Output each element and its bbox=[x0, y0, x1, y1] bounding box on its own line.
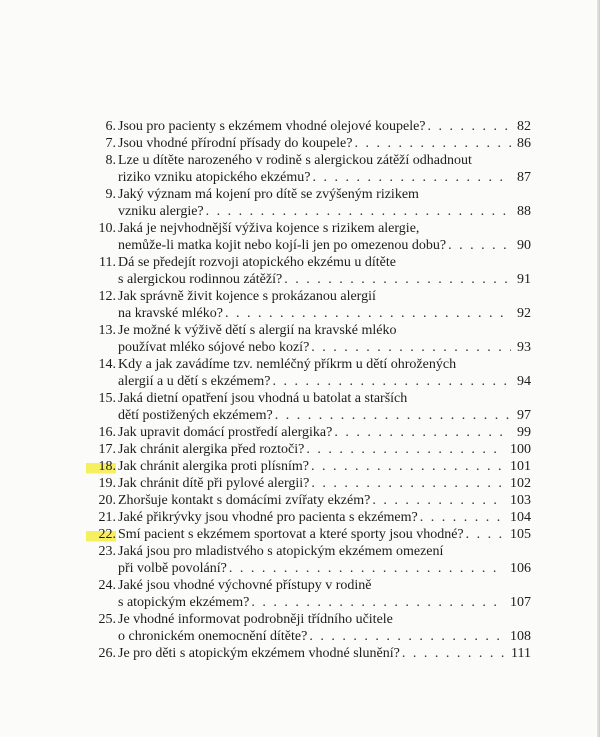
toc-entry-text: Je pro děti s atopickým ekzémem vhodné slunění? bbox=[118, 646, 400, 661]
dot-leader bbox=[420, 509, 504, 526]
toc-entry-text: dětí postižených ekzémem? bbox=[118, 408, 273, 423]
toc-entry-number: 6. bbox=[105, 119, 116, 134]
dot-leader bbox=[372, 492, 504, 509]
toc-entry-number: 9. bbox=[105, 187, 116, 202]
dot-leader bbox=[206, 203, 511, 220]
toc-entry-number: 11. bbox=[99, 255, 116, 270]
toc-entry-number: 19. bbox=[98, 476, 116, 491]
toc-entry-number: 7. bbox=[105, 136, 116, 151]
toc-page-number: 93 bbox=[517, 340, 531, 355]
toc-entry-text: Jak správně živit kojence s prokázanou alergií bbox=[118, 289, 376, 304]
dot-leader bbox=[309, 628, 504, 645]
toc-entry-line bbox=[118, 458, 531, 475]
toc-entry-line bbox=[118, 407, 531, 424]
toc-entry-line bbox=[118, 305, 531, 322]
dot-leader bbox=[354, 135, 511, 152]
toc-page-number: 99 bbox=[517, 425, 531, 440]
toc-entry-line bbox=[118, 373, 531, 390]
toc-page-number: 88 bbox=[517, 204, 531, 219]
toc-entry-line bbox=[118, 492, 531, 509]
toc-entry-text: Je možné k výživě dětí s alergií na kravské mléko bbox=[118, 323, 397, 338]
toc-entry-number: 24. bbox=[98, 578, 116, 593]
toc-entry-text: Jaké přikrývky jsou vhodné pro pacienta s ekzémem? bbox=[118, 510, 418, 525]
toc-page-number: 90 bbox=[517, 238, 531, 253]
toc-entry-text: Je vhodné informovat podrobněji třídního učitele bbox=[118, 612, 393, 627]
dot-leader bbox=[448, 237, 511, 254]
toc-entry-number: 12. bbox=[98, 289, 116, 304]
dot-leader bbox=[402, 645, 505, 662]
toc-entry-number: 13. bbox=[98, 323, 116, 338]
toc-entry-number: 15. bbox=[98, 391, 116, 406]
toc-page-number: 105 bbox=[510, 527, 531, 542]
toc-entry-text: Smí pacient s ekzémem sportovat a které sporty jsou vhodné? bbox=[118, 527, 464, 542]
toc-page-number: 86 bbox=[517, 136, 531, 151]
toc-entry-number: 23. bbox=[98, 544, 116, 559]
toc-entry-number: 10. bbox=[98, 221, 116, 236]
dot-leader bbox=[275, 407, 511, 424]
toc-entry-line bbox=[118, 560, 531, 577]
toc-entry-text: Jak chránit alergika proti plísním? bbox=[118, 459, 310, 474]
dot-leader bbox=[251, 594, 504, 611]
toc-entry-text: při volbě povolání? bbox=[118, 561, 227, 576]
toc-entry-text: Kdy a jak zavádíme tzv. nemléčný příkrm u dětí ohrožených bbox=[118, 357, 457, 372]
toc-entry-text: o chronickém onemocnění dítěte? bbox=[118, 629, 308, 644]
toc-page-number: 82 bbox=[517, 119, 531, 134]
dot-leader bbox=[306, 441, 504, 458]
toc-entry-text: Jaká je nejvhodnější výživa kojence s rizikem alergie, bbox=[118, 221, 420, 236]
toc-entry-line bbox=[118, 628, 531, 645]
toc-entry-text: vzniku alergie? bbox=[118, 204, 204, 219]
toc-entry-line bbox=[118, 237, 531, 254]
toc-entry-line bbox=[118, 526, 531, 543]
dot-leader bbox=[312, 169, 511, 186]
toc-page-number: 91 bbox=[517, 272, 531, 287]
toc-entry-line bbox=[118, 203, 531, 220]
toc-entry-text: na kravské mléko? bbox=[118, 306, 223, 321]
toc-page-number: 92 bbox=[517, 306, 531, 321]
toc-entry-number: 25. bbox=[98, 612, 116, 627]
toc-entry-text: Jaký význam má kojení pro dítě se zvýšeným rizikem bbox=[118, 187, 419, 202]
toc-page-number: 101 bbox=[510, 459, 531, 474]
toc-entry-line bbox=[118, 509, 531, 526]
toc-entry-number: 21. bbox=[98, 510, 116, 525]
dot-leader bbox=[225, 305, 511, 322]
dot-leader bbox=[229, 560, 504, 577]
toc-entry-number: 14. bbox=[98, 357, 116, 372]
toc-entry-number-highlighted: 22. bbox=[86, 526, 116, 543]
toc-page-number: 104 bbox=[510, 510, 531, 525]
toc-entry-number: 16. bbox=[98, 425, 116, 440]
toc-entry-line bbox=[118, 118, 531, 135]
toc-entry-line bbox=[118, 645, 531, 662]
toc-entry-text: s atopickým ekzémem? bbox=[118, 595, 250, 610]
toc-page-number: 106 bbox=[510, 561, 531, 576]
toc-page-number: 94 bbox=[517, 374, 531, 389]
toc-entry-line bbox=[118, 475, 531, 492]
toc-entry-line bbox=[118, 135, 531, 152]
toc-entry-text: Jsou vhodné přírodní přísady do koupele? bbox=[118, 136, 353, 151]
toc-page-number: 102 bbox=[510, 476, 531, 491]
toc-entry-text: Jak chránit alergika před roztoči? bbox=[118, 442, 305, 457]
dot-leader bbox=[334, 424, 511, 441]
toc-entry-text: používat mléko sójové nebo kozí? bbox=[118, 340, 310, 355]
toc-entry-line bbox=[118, 339, 531, 356]
toc-entry-line bbox=[118, 169, 531, 186]
toc-entry-line bbox=[118, 594, 531, 611]
toc-entry-text: s alergickou rodinnou zátěží? bbox=[118, 272, 283, 287]
dot-leader bbox=[428, 118, 511, 135]
toc-entry-line bbox=[118, 441, 531, 458]
dot-leader bbox=[311, 339, 511, 356]
toc-entry-text: Jak upravit domácí prostředí alergika? bbox=[118, 425, 333, 440]
toc-page-number: 97 bbox=[517, 408, 531, 423]
toc-entry-number: 17. bbox=[98, 442, 116, 457]
toc-page-number: 111 bbox=[511, 646, 531, 661]
toc-page-number: 107 bbox=[510, 595, 531, 610]
toc-entry-text: riziko vzniku atopického ekzému? bbox=[118, 170, 311, 185]
toc-entry-number-highlighted: 18. bbox=[86, 458, 116, 475]
toc-entry-text: Jak chránit dítě při pylové alergii? bbox=[118, 476, 310, 491]
toc-entry-text: Lze u dítěte narozeného v rodině s alergickou zátěží odhadnout bbox=[118, 153, 472, 168]
toc-entry-text: Zhoršuje kontakt s domácími zvířaty ekzém? bbox=[118, 493, 371, 508]
toc-page-number: 100 bbox=[510, 442, 531, 457]
dot-leader bbox=[466, 526, 504, 543]
dot-leader bbox=[311, 458, 504, 475]
toc-entry-text: alergií a u dětí s ekzémem? bbox=[118, 374, 271, 389]
toc-entry-line bbox=[118, 424, 531, 441]
toc-page-number: 108 bbox=[510, 629, 531, 644]
dot-leader bbox=[311, 475, 504, 492]
toc-page-number: 103 bbox=[510, 493, 531, 508]
toc-entry-line bbox=[118, 271, 531, 288]
toc-entry-text: Jaká jsou pro mladistvého s atopickým ekzémem omezení bbox=[118, 544, 444, 559]
toc-entry-text: Dá se předejít rozvoji atopického ekzému u dítěte bbox=[118, 255, 396, 270]
dot-leader bbox=[284, 271, 511, 288]
toc-entry-text: Jaké jsou vhodné výchovné přístupy v rodině bbox=[118, 578, 372, 593]
toc-entry-text: Jsou pro pacienty s ekzémem vhodné olejové koupele? bbox=[118, 119, 426, 134]
toc-page-number: 87 bbox=[517, 170, 531, 185]
toc-entry-number: 8. bbox=[105, 153, 116, 168]
dot-leader bbox=[273, 373, 511, 390]
toc-entry-number: 20. bbox=[98, 493, 116, 508]
toc-entry-text: nemůže-li matka kojit nebo kojí-li jen po omezenou dobu? bbox=[118, 238, 447, 253]
toc-entry-text: Jaká dietní opatření jsou vhodná u batolat a starších bbox=[118, 391, 408, 406]
toc-entry-number: 26. bbox=[98, 646, 116, 661]
